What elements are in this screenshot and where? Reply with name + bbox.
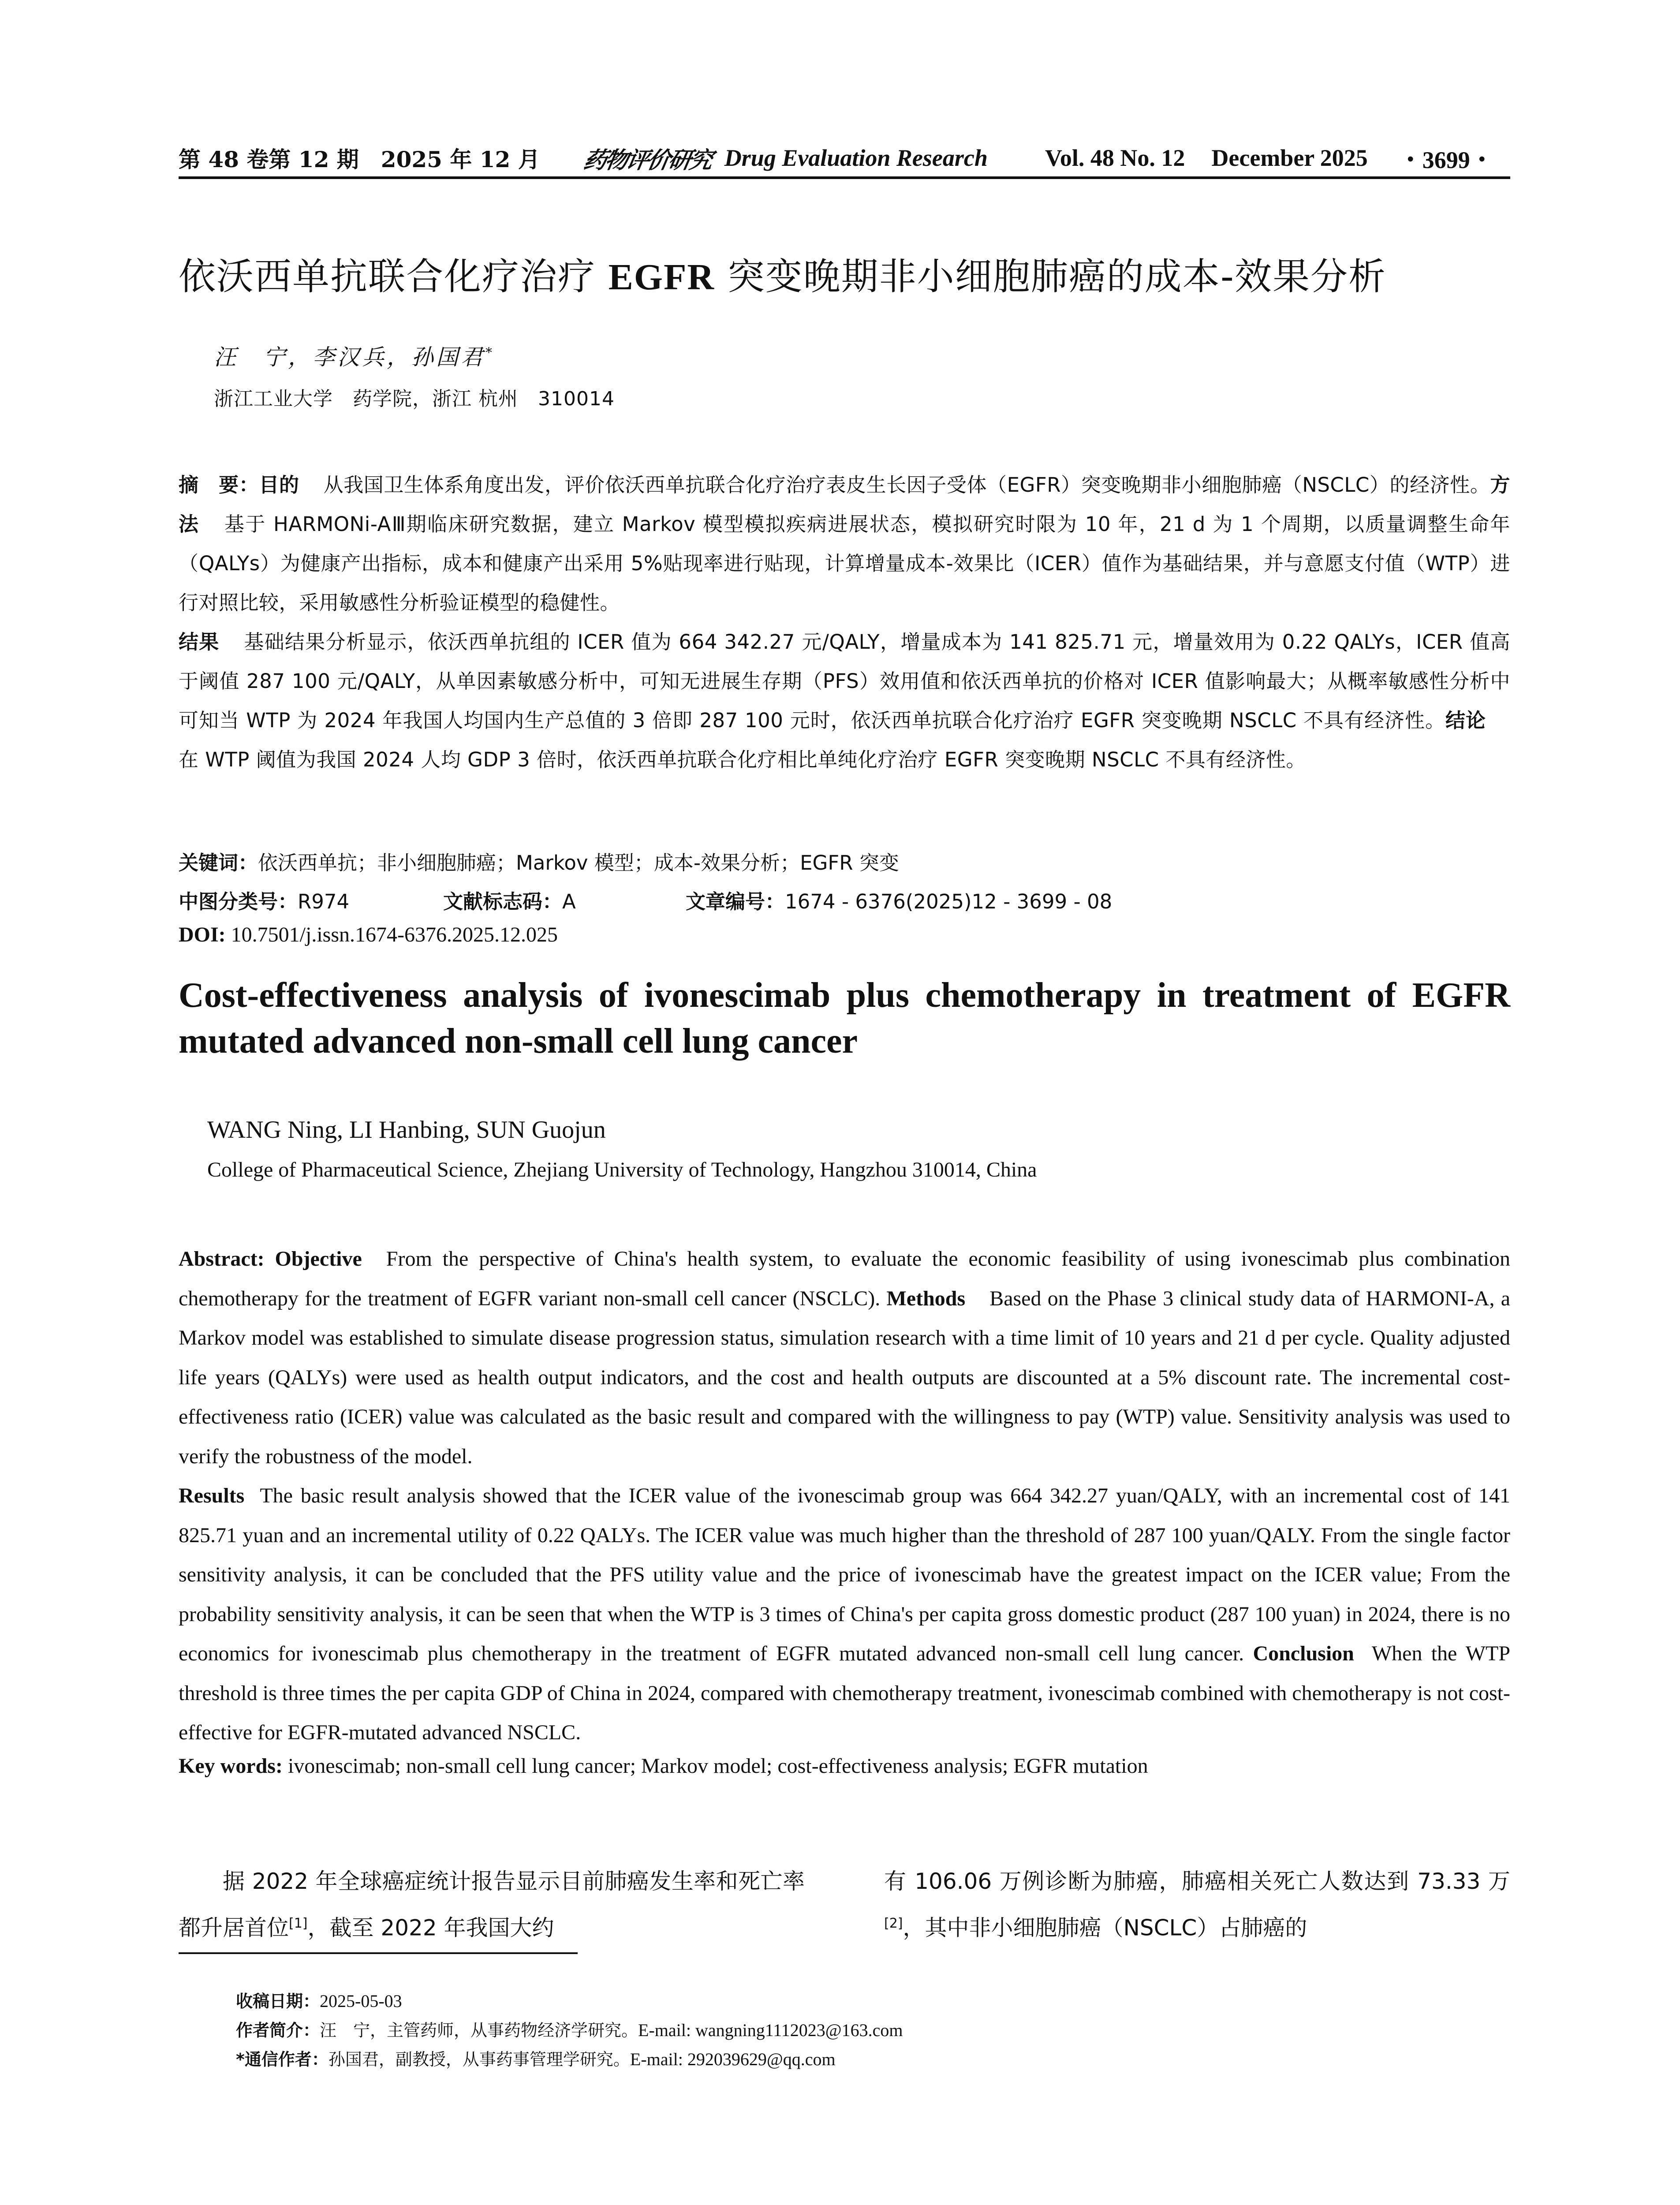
results-label-zh: 结果 [179,630,220,654]
running-header [179,140,1510,176]
keywords-label-zh: 关键词： [179,851,258,875]
corresponding-text: 孙国君，副教授，从事药事管理学研究。 [328,2050,630,2069]
footnote-corresponding [236,2045,903,2074]
affiliation-zh: 浙江工业大学 药学院，浙江 杭州 310014 [214,388,615,410]
volume-issue-zh: 第 48 卷第 12 期 [179,146,359,172]
date-zh: 2025 年 12 月 [381,146,540,172]
conclusion-en: When the WTP threshold is three times the per capita GDP of China in 2024, compared with chemotherapy treatment, ivonescimab combined with chemotherapy is not cost-effective for EGFR-mutated advanced NSCLC. [179,1642,1511,1744]
article-no-value: 1674 - 6376(2025)12 - 3699 - 08 [785,890,1113,913]
results-zh: 基础结果分析显示，依沃西单抗组的 ICER 值为 664 342.27 元/QALY，增量成本为 141 825.71 元，增量效用为 0.22 QALYs，ICER 值高于阈值 287 100 元/QALY，从单因素敏感分析中，可知无进展生存期（PFS）效用值和依沃西单抗的价格对 ICER 值影响最大；从概率敏感性分析中可知当 WTP 为 2024 年我国人均国内生产总值的 3 倍即 287 100 元时，依沃西单抗联合化疗治疗 EGFR 突变晚期 NSCLC 不具有经济性。 [179,630,1510,732]
keywords-zh [179,847,1510,875]
authors-zh [214,340,495,371]
conclusion-label-zh: 结论 [1445,709,1486,732]
article-title-en: Cost-effectiveness analysis of ivonescimab plus chemotherapy in treatment of EGFR mutated advanced non-small cell lung cancer [179,976,1510,1061]
authors-en: WANG Ning, LI Hanbing, SUN Guojun [207,1116,606,1144]
body-left-text-2: ，截至 2022 年我国大约 [307,1915,554,1941]
doi-row [179,923,1510,947]
objective-en: From the perspective of China's health system, to evaluate the economic feasibility of using ivonescimab plus combination chemotherapy for the treatment of EGFR variant non-small cell cancer (NSCLC). [179,1247,1510,1310]
abstract-zh [179,465,1510,779]
page-number: ・3699・ [1398,146,1494,173]
conclusion-label-en: Conclusion [1253,1642,1354,1665]
author-names-zh: 汪 宁，李汉兵，孙国君 [214,344,485,370]
conclusion-zh: 在 WTP 阈值为我国 2024 人均 GDP 3 倍时，依沃西单抗联合化疗相比单纯化疗治疗 EGFR 突变晚期 NSCLC 不具有经济性。 [179,748,1306,771]
title-zh-latin: EGFR [608,257,715,298]
methods-zh: 基于 HARMONi-AⅢ期临床研究数据，建立 Markov 模型模拟疾病进展状态，模拟研究时限为 10 年，21 d 为 1 个周期，以质量调整生命年（QALYs）为健康产出指标，成本和健康产出采用 5%贴现率进行贴现，计算增量成本-效果比（ICER）值作为基础结果，并与意愿支付值（WTP）进行对照比较，采用敏感性分析验证模型的稳健性。 [179,512,1510,614]
header-rule [179,176,1510,179]
results-en: The basic result analysis showed that the ICER value of the ivonescimab group was 664 342.27 yuan/QALY, with an incremental cost of 141 825.71 yuan and an incremental utility of 0.22 QALYs. The ICER value was much higher than the threshold of 287 100 yuan/QALY. From the single factor sensitivity analysis, it can be concluded that the PFS utility value and the price of ivonescimab have the greatest impact on the ICER value; From the probability sensitivity analysis, it can be seen that when the WTP is 3 times of China's per capita gross domestic product (287 100 yuan) in 2024, there is no economics for ivonescimab plus chemotherapy in the treatment of EGFR mutated advanced non-small cell lung cancer. [179,1484,1510,1665]
abstract-label-en: Abstract: Objective [179,1247,362,1271]
footnote-author-bio [236,2016,903,2045]
article-no-label: 文章编号： [686,890,785,913]
corresponding-email[interactable]: E-mail: 292039629@qq.com [630,2049,836,2069]
clc-label: 中图分类号： [179,890,298,913]
abstract-en [179,1239,1510,1753]
body-column-right [884,1860,1510,1949]
author-bio-label: 作者简介： [236,2021,320,2040]
article-title-zh [179,247,1510,300]
date-en: December 2025 [1211,145,1368,171]
corresponding-label: *通信作者： [236,2050,329,2069]
body-right-text-2: ，其中非小细胞肺癌（NSCLC）占肺癌的 [903,1915,1307,1941]
title-zh-part2: 突变晚期非小细胞肺癌的成本-效果分析 [715,255,1387,298]
methods-label-en: Methods [886,1286,966,1310]
footnote-rule [179,1952,578,1954]
citation-ref-1[interactable]: [1] [289,1916,308,1931]
results-label-en: Results [179,1484,245,1507]
keywords-value-en: ivonescimab; non-small cell lung cancer; Markov model; cost-effectiveness analysis; EGFR mutation [287,1754,1148,1778]
doc-code-value: A [562,890,576,913]
keywords-value-zh: 依沃西单抗；非小细胞肺癌；Markov 模型；成本-效果分析；EGFR 突变 [258,851,899,875]
journal-logo: 药物评价研究 [581,146,713,174]
methods-en: Based on the Phase 3 clinical study data of HARMONI-A, a Markov model was established to simulate disease progression status, simulation research with a time limit of 10 years and 21 d per cycle. Quality adjusted life years (QALYs) were used as health output indicators, and the cost and health outputs are discounted at a 5% discount rate. The incremental cost-effectiveness ratio (ICER) value was calculated as the basic result and compared with the willingness to pay (WTP) value. Sensitivity analysis was used to verify the robustness of the model. [179,1286,1511,1468]
title-zh-part1: 依沃西单抗联合化疗治疗 [179,255,609,298]
volume-issue-en: Vol. 48 No. 12 [1045,145,1185,171]
objective-label-zh: 目的 [259,473,299,497]
body-left-text-1: 据 2022 年全球癌症统计报告显示目前肺癌发生率和死亡率都升居首位 [179,1869,805,1941]
citation-ref-2[interactable]: [2] [884,1916,903,1931]
journal-name-en: Drug Evaluation Research [724,145,988,171]
abstract-label-zh: 摘 要： [179,473,259,497]
affiliation-en: College of Pharmaceutical Science, Zhejiang University of Technology, Hangzhou 310014, China [207,1158,1037,1181]
body-right-text-1: 有 106.06 万例诊断为肺癌，肺癌相关死亡人数达到 73.33 万 [884,1869,1510,1894]
methods-label-zh: 方法 [179,473,1510,536]
doi-label: DOI: [179,923,226,946]
footnotes [236,1987,903,2074]
received-label: 收稿日期： [236,1992,320,2011]
doi-link[interactable]: 10.7501/j.issn.1674-6376.2025.12.025 [231,923,558,946]
received-date: 2025-05-03 [320,1991,402,2011]
keywords-label-en: Key words: [179,1754,283,1778]
clc-value: R974 [298,890,350,913]
footnote-received [236,1987,903,2016]
author-email[interactable]: E-mail: wangning1112023@163.com [638,2020,903,2040]
classification-row [179,886,1510,914]
objective-zh: 从我国卫生体系角度出发，评价依沃西单抗联合化疗治疗表皮生长因子受体（EGFR）突变晚期非小细胞肺癌（NSCLC）的经济性。 [323,473,1490,497]
author-bio-text: 汪 宁，主管药师，从事药物经济学研究。 [320,2021,638,2040]
body-column-left [179,1860,805,1949]
keywords-en [179,1754,1148,1778]
doc-code-label: 文献标志码： [443,890,563,913]
corresponding-mark: * [485,345,495,361]
